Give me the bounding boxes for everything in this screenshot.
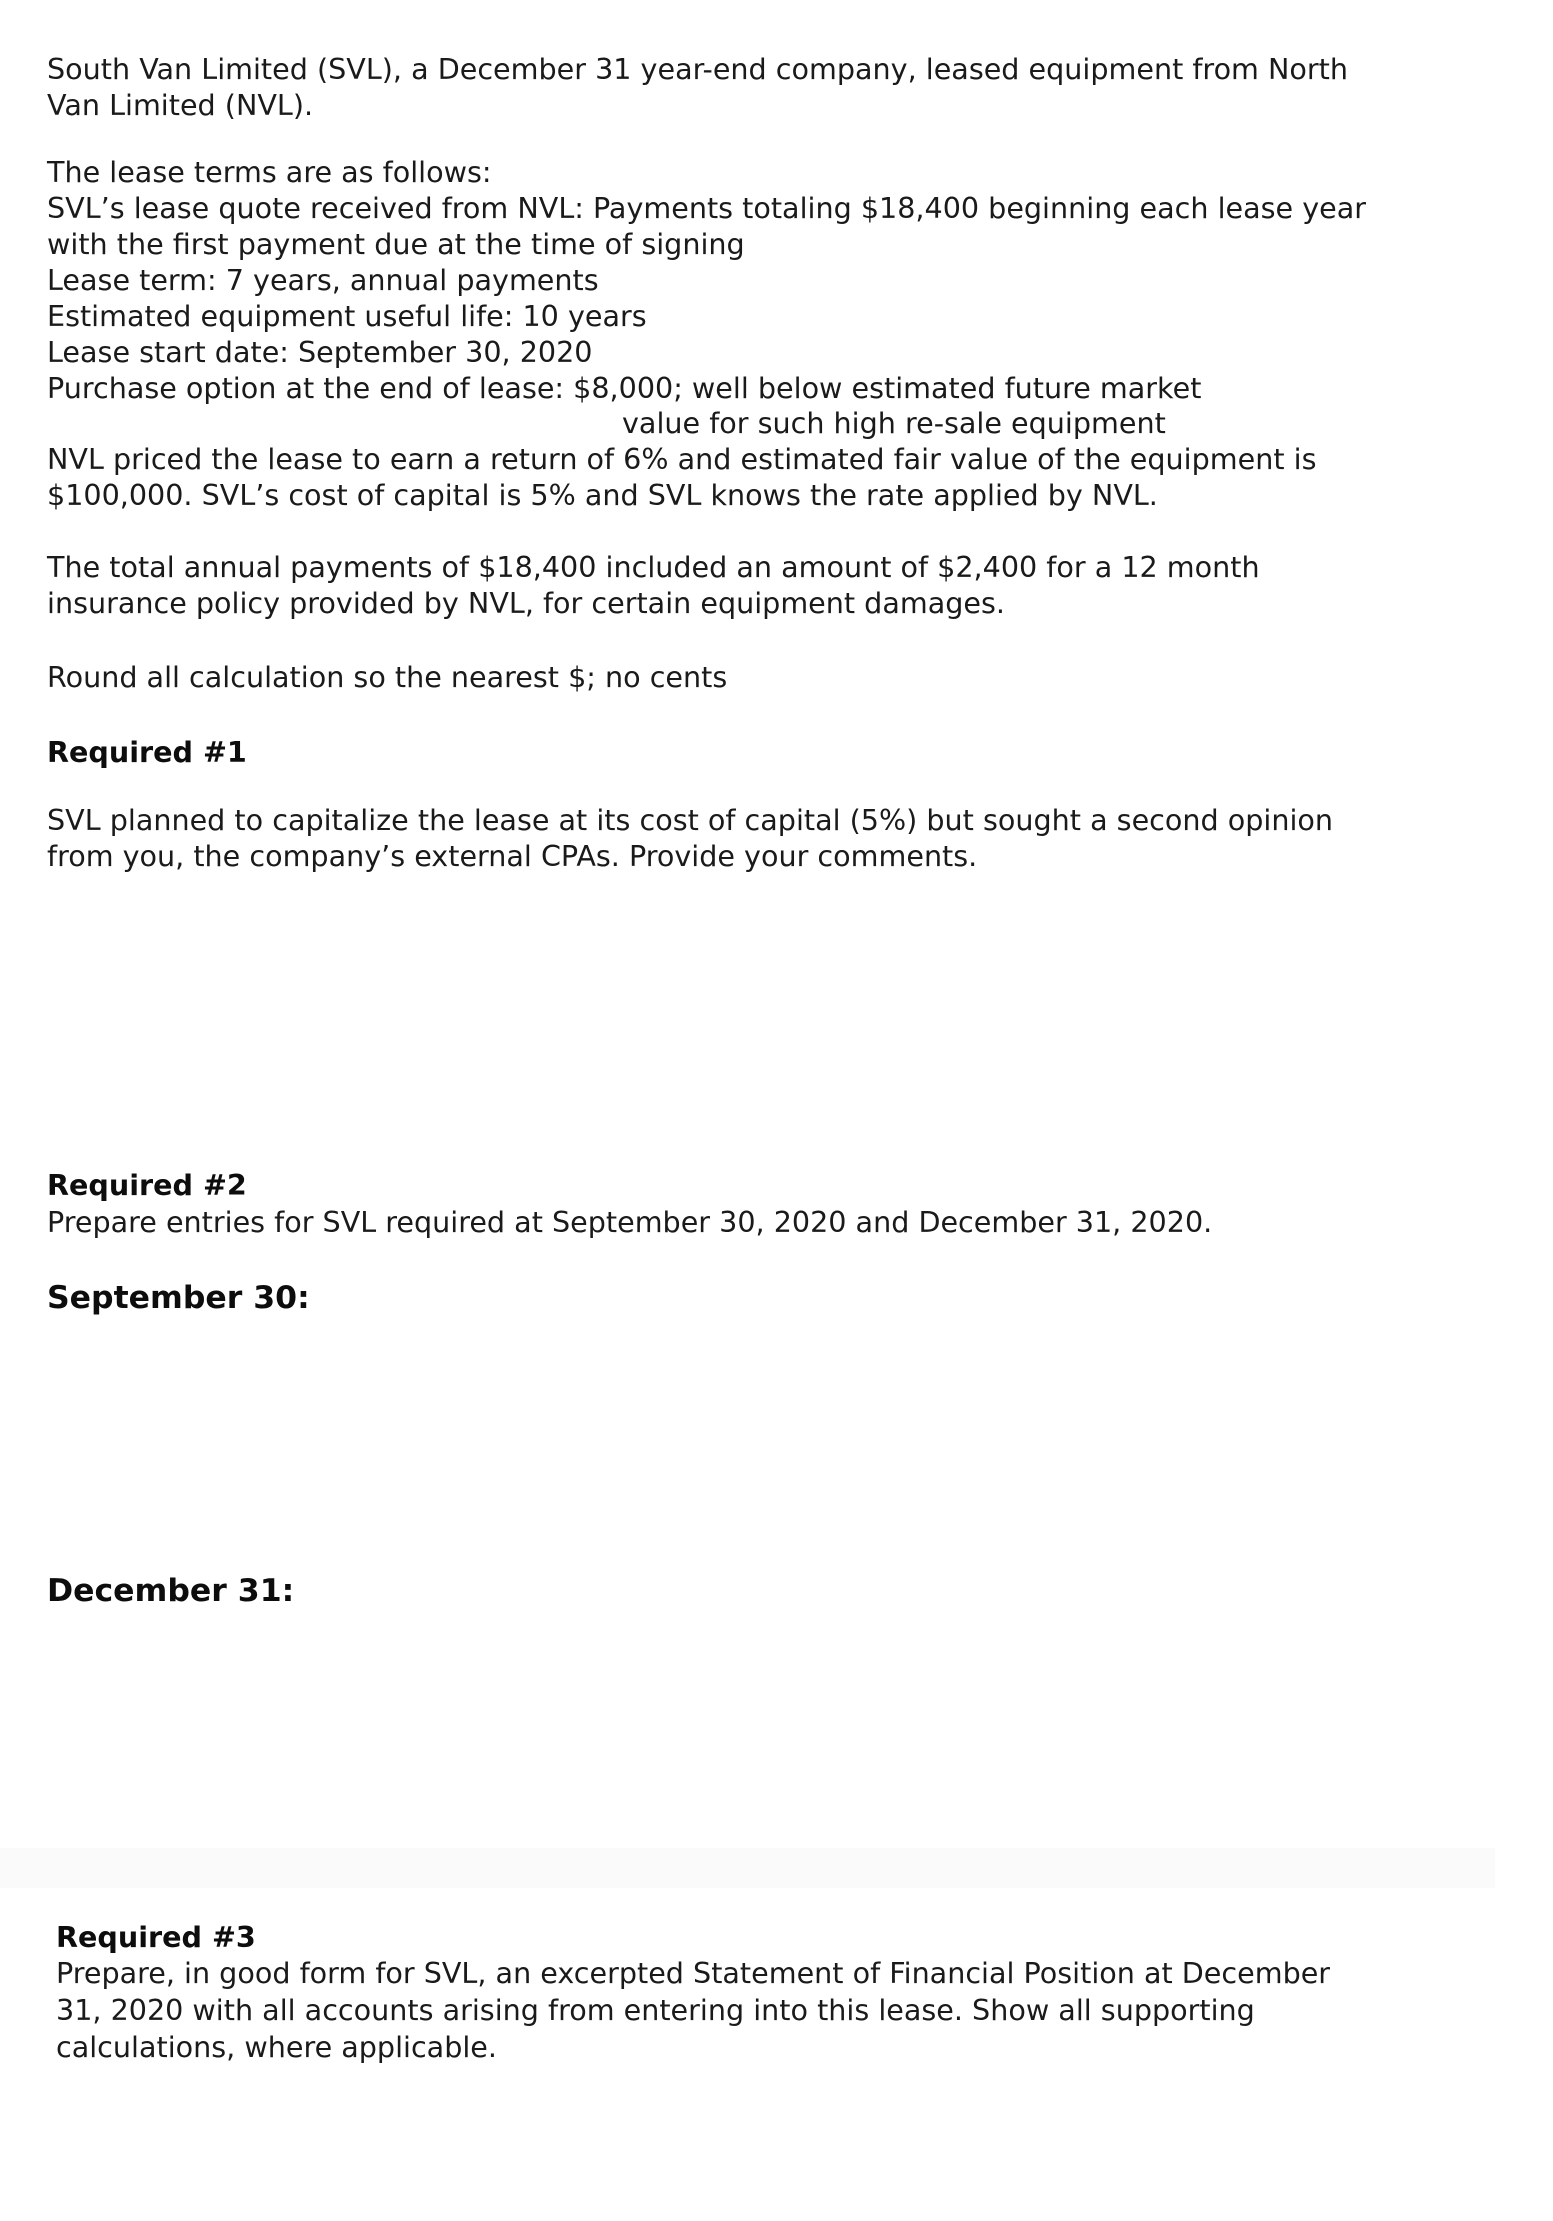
lease-start-date: Lease start date: September 30, 2020 — [47, 335, 593, 369]
lease-quote-line-2: with the first payment due at the time of signing — [47, 227, 745, 261]
required-3-line-1: Prepare, in good form for SVL, an excerpted Statement of Financial Position at December — [56, 1956, 1331, 1990]
required-2-heading: Required #2 — [47, 1168, 247, 1202]
september-30-answer-area — [47, 1325, 1487, 1570]
intro-line-1: South Van Limited (SVL), a December 31 year-end company, leased equipment from North — [47, 52, 1348, 86]
insurance-line-2: insurance policy provided by NVL, for certain equipment damages. — [47, 586, 1005, 620]
required-1-line-1: SVL planned to capitalize the lease at its cost of capital (5%) but sought a second opinion — [47, 803, 1334, 837]
required-1-answer-area — [47, 880, 1487, 1150]
purchase-option-line-2: value for such high re-sale equipment — [622, 406, 1166, 440]
required-3-line-3: calculations, where applicable. — [56, 2030, 497, 2064]
intro-line-2: Van Limited (NVL). — [47, 88, 314, 122]
december-31-answer-area — [47, 1620, 1487, 1840]
september-30-heading: September 30: — [47, 1280, 310, 1316]
required-3-answer-area — [56, 2075, 1496, 2195]
rounding-note: Round all calculation so the nearest $; no cents — [47, 660, 728, 694]
december-31-heading: December 31: — [47, 1573, 295, 1609]
required-1-line-2: from you, the company’s external CPAs. Provide your comments. — [47, 839, 978, 873]
pricing-line-1: NVL priced the lease to earn a return of 6% and estimated fair value of the equipment is — [47, 442, 1317, 476]
lease-term: Lease term: 7 years, annual payments — [47, 263, 599, 297]
pricing-line-2: $100,000. SVL’s cost of capital is 5% and SVL knows the rate applied by NVL. — [47, 478, 1158, 512]
lease-terms-heading: The lease terms are as follows: — [47, 155, 492, 189]
required-3-line-2: 31, 2020 with all accounts arising from entering into this lease. Show all supporting — [56, 1993, 1255, 2027]
required-2-instruction: Prepare entries for SVL required at September 30, 2020 and December 31, 2020. — [47, 1205, 1213, 1239]
required-3-heading: Required #3 — [56, 1920, 256, 1954]
insurance-line-1: The total annual payments of $18,400 included an amount of $2,400 for a 12 month — [47, 550, 1260, 584]
required-1-heading: Required #1 — [47, 735, 247, 769]
useful-life: Estimated equipment useful life: 10 years — [47, 299, 647, 333]
section-divider-band — [0, 1848, 1495, 1888]
lease-quote-line-1: SVL’s lease quote received from NVL: Payments totaling $18,400 beginning each lease year — [47, 191, 1367, 225]
purchase-option-line-1: Purchase option at the end of lease: $8,000; well below estimated future market — [47, 371, 1202, 405]
